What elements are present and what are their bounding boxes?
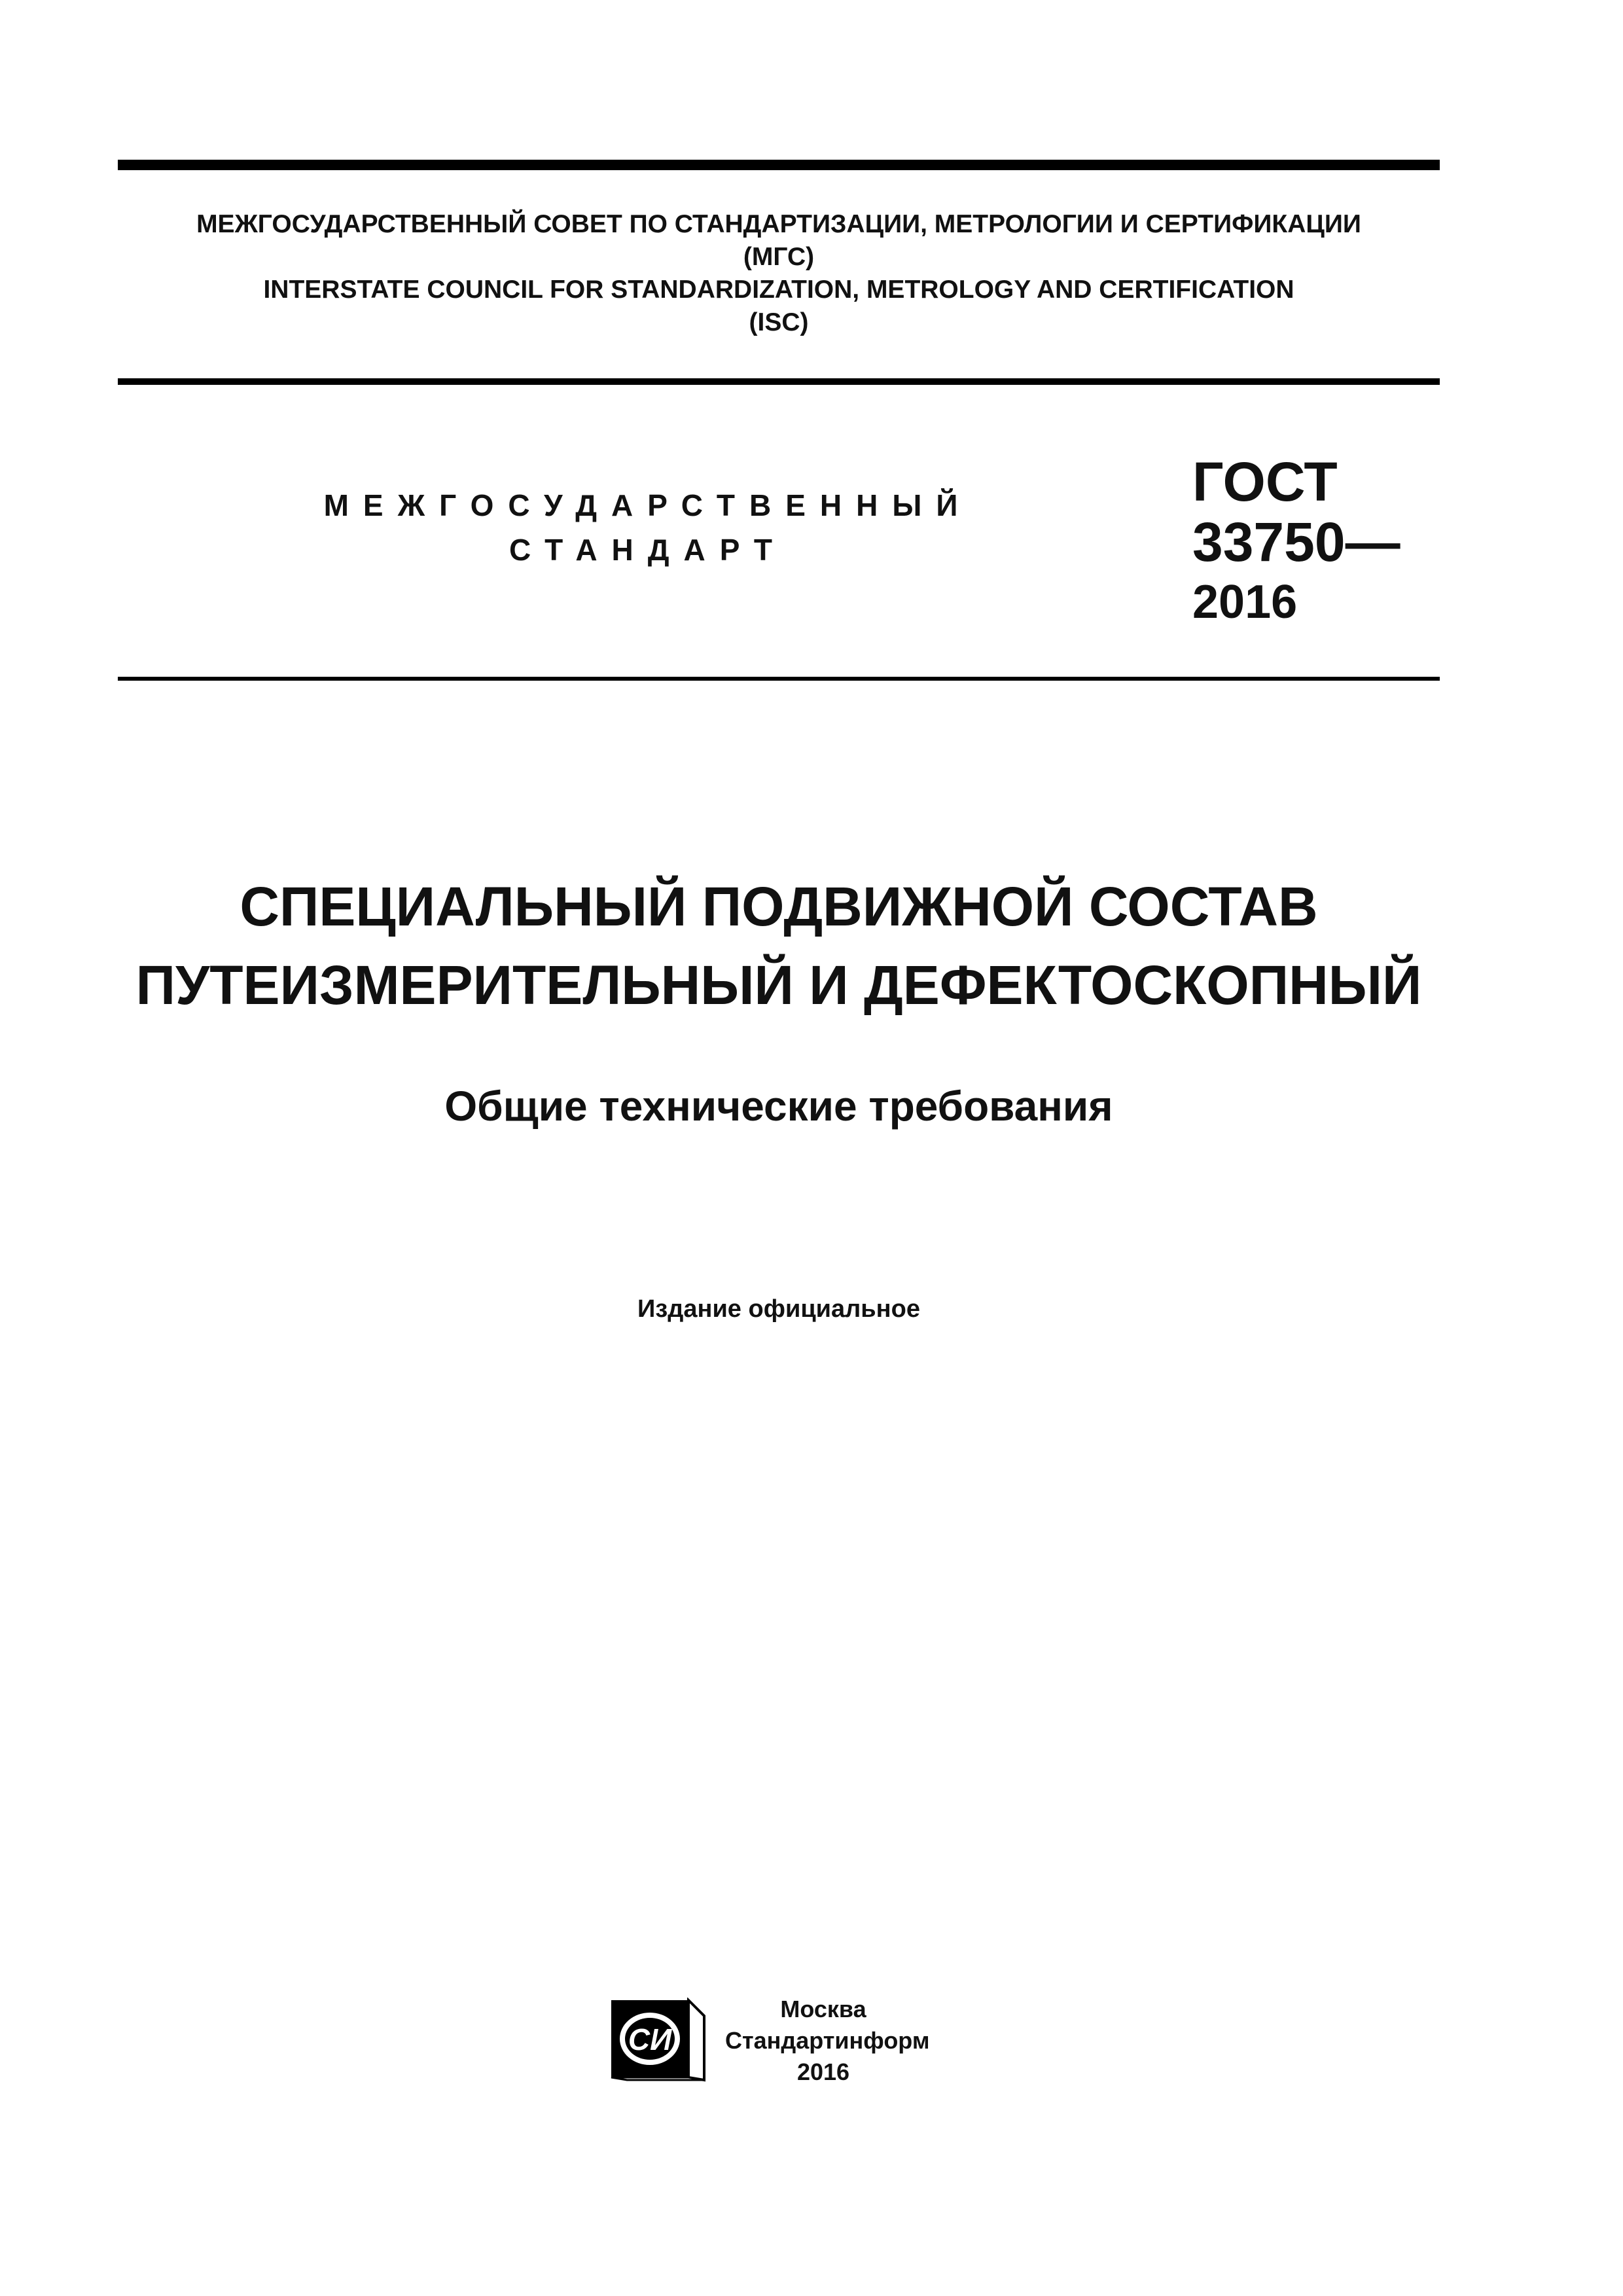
standartinform-logo-icon xyxy=(609,1998,707,2083)
gost-prefix: ГОСТ xyxy=(1192,451,1338,512)
document-title xyxy=(118,867,1440,1024)
logo-text: СИ xyxy=(628,2022,672,2056)
council-ru-name: МЕЖГОСУДАРСТВЕННЫЙ СОВЕТ ПО СТАНДАРТИЗАЦИИ, МЕТРОЛОГИИ И СЕРТИФИКАЦИИ xyxy=(196,210,1361,238)
council-ru-abbr: (МГС) xyxy=(743,243,815,271)
header-bottom-rule xyxy=(118,677,1440,681)
title-line1: СПЕЦИАЛЬНЫЙ ПОДВИЖНОЙ СОСТАВ xyxy=(240,876,1318,937)
standard-type xyxy=(262,483,1034,572)
document-subtitle: Общие технические требования xyxy=(444,1083,1113,1130)
publisher-year: 2016 xyxy=(796,2058,850,2085)
standard-type-line2: СТАНДАРТ xyxy=(509,533,787,567)
gost-number: 33750— xyxy=(1192,511,1400,573)
publisher-block xyxy=(725,1994,930,2088)
publisher-name: Стандартинформ xyxy=(725,2027,930,2054)
top-rule xyxy=(118,160,1440,170)
publisher-city: Москва xyxy=(780,1996,866,2022)
gost-year: 2016 xyxy=(1192,576,1298,628)
council-bottom-rule xyxy=(118,378,1440,385)
standard-type-line1: МЕЖГОСУДАРСТВЕННЫЙ xyxy=(323,488,972,522)
edition-label: Издание официальное xyxy=(637,1295,920,1323)
council-en-abbr: (ISC) xyxy=(749,308,809,336)
council-block xyxy=(118,208,1440,339)
title-line2: ПУТЕИЗМЕРИТЕЛЬНЫЙ И ДЕФЕКТОСКОПНЫЙ xyxy=(135,954,1422,1016)
gost-designation xyxy=(1192,452,1400,632)
council-en-name: INTERSTATE COUNCIL FOR STANDARDIZATION, METROLOGY AND CERTIFICATION xyxy=(263,276,1294,304)
